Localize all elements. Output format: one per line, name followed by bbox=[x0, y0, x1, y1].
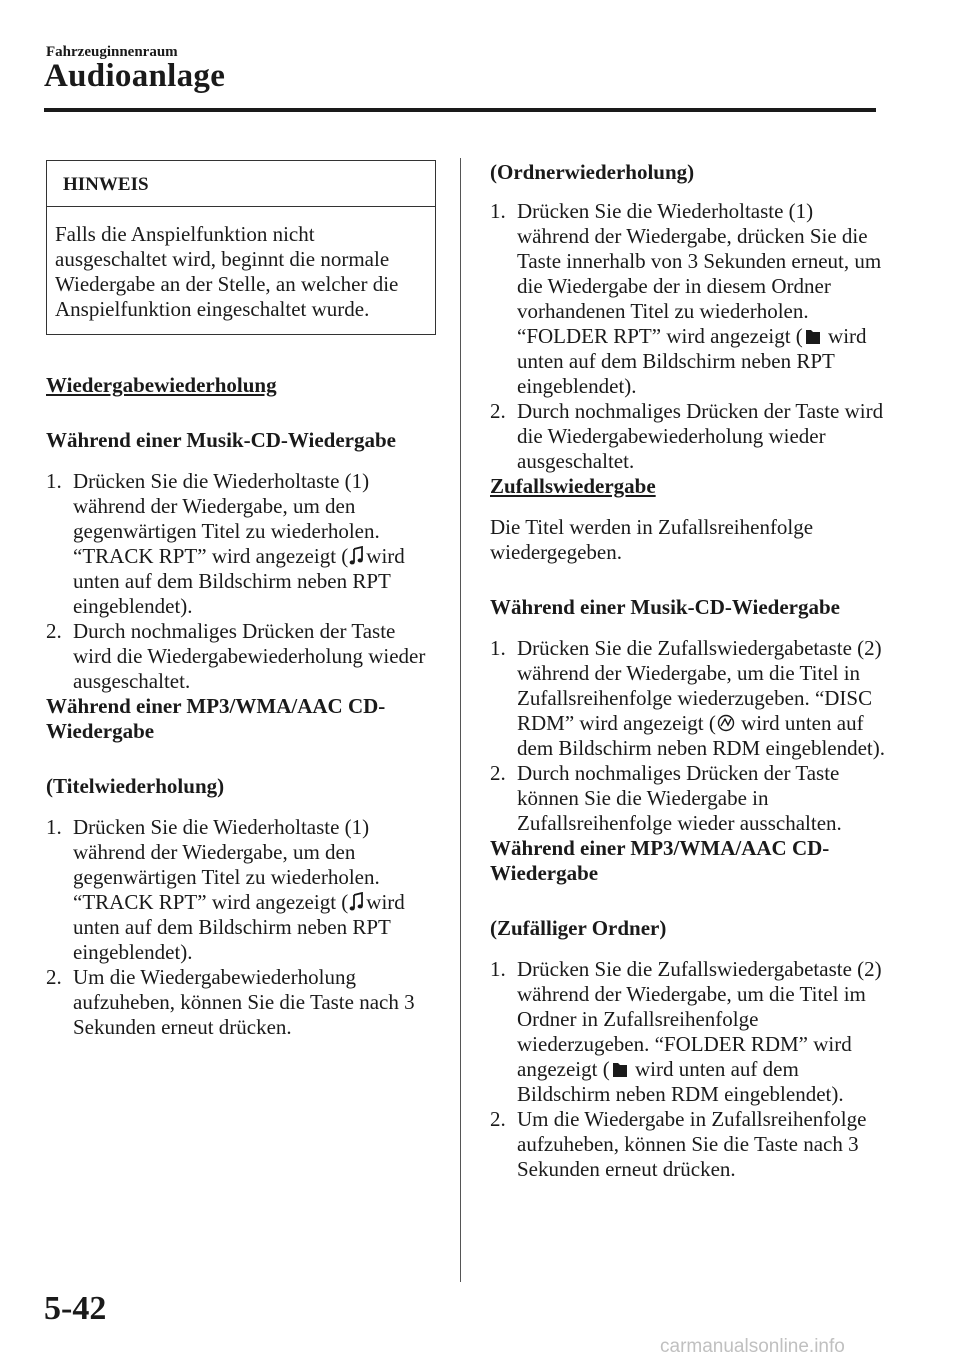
list-item bbox=[490, 1107, 885, 1182]
list-item bbox=[490, 761, 885, 836]
left-column bbox=[46, 160, 436, 1040]
step-number: 2. bbox=[490, 399, 506, 423]
folder-random-heading: (Zufälliger Ordner) bbox=[490, 916, 667, 940]
music-note-icon bbox=[349, 892, 365, 912]
folder-repeat-heading: (Ordnerwiederholung) bbox=[490, 160, 695, 184]
step-number: 2. bbox=[490, 1107, 506, 1131]
step-text: Um die Wiedergabe in Zufallsreihenfolge aufzuheben, können Sie die Taste nach 3 Sekunden erneut drücken. bbox=[517, 1107, 867, 1181]
step-text: wird unten auf dem Bildschirm neben RDM eingeblendet). bbox=[517, 711, 886, 760]
list-item bbox=[46, 965, 436, 1040]
folder-random-steps bbox=[490, 957, 885, 1182]
step-text: wird unten auf dem Bildschirm neben RPT eingeblendet). bbox=[73, 544, 405, 618]
disc-random-icon bbox=[717, 713, 735, 733]
section-label: Fahrzeuginnenraum bbox=[46, 44, 178, 60]
random-mp3-heading: Während einer MP3/WMA/AAC CD-Wiedergabe bbox=[490, 836, 830, 885]
step-number: 1. bbox=[46, 469, 62, 493]
step-text: Durch nochmaliges Drücken der Taste wird die Wiedergabewiederholung wieder ausgeschaltet. bbox=[517, 399, 884, 473]
repeat-music-cd-heading: Während einer Musik-CD-Wiedergabe bbox=[46, 428, 396, 452]
step-number: 1. bbox=[46, 815, 62, 839]
random-intro: Die Titel werden in Zufallsreihenfolge wiedergegeben. bbox=[490, 515, 814, 564]
step-text: Um die Wiedergabewiederholung aufzuheben, können Sie die Taste nach 3 Sekunden erneut drücken. bbox=[73, 965, 415, 1039]
step-text: Drücken Sie die Wiederholtaste (1) während der Wiedergabe, drücken Sie die Taste innerhalb von 3 Sekunden erneut, um die Wiedergabe der in diesem Ordner vorhandenen Titel zu wiederholen. “FOLDER RPT” wird angezeigt ( bbox=[517, 199, 882, 348]
step-number: 2. bbox=[46, 965, 62, 989]
step-text: Durch nochmaliges Drücken der Taste wird die Wiedergabewiederholung wieder ausgeschaltet. bbox=[73, 619, 426, 693]
random-music-cd-heading: Während einer Musik-CD-Wiedergabe bbox=[490, 595, 840, 619]
note-heading: HINWEIS bbox=[47, 161, 435, 207]
repeat-music-cd-steps bbox=[46, 469, 436, 694]
repeat-heading: Wiedergabewiederholung bbox=[46, 373, 277, 397]
page-number: 5-42 bbox=[44, 1290, 107, 1327]
header-rule bbox=[44, 108, 876, 112]
page-title: Audioanlage bbox=[44, 58, 226, 94]
step-number: 2. bbox=[46, 619, 62, 643]
step-text: Drücken Sie die Zufallswiedergabetaste (2) während der Wiedergabe, um die Titel in Zufallsreihenfolge wiederzugeben. “DISC RDM” wird angezeigt ( bbox=[517, 636, 882, 735]
step-number: 1. bbox=[490, 636, 506, 660]
list-item bbox=[490, 636, 885, 761]
step-number: 1. bbox=[490, 199, 506, 223]
step-text: Drücken Sie die Wiederholtaste (1) während der Wiedergabe, um den gegenwärtigen Titel zu wiederholen. “TRACK RPT” wird angezeigt ( bbox=[73, 469, 380, 568]
note-box bbox=[46, 160, 436, 335]
right-column bbox=[490, 160, 885, 1182]
random-music-cd-steps bbox=[490, 636, 885, 836]
title-repeat-heading: (Titelwiederholung) bbox=[46, 774, 225, 798]
title-repeat-steps bbox=[46, 815, 436, 1040]
list-item bbox=[490, 399, 885, 474]
music-note-icon bbox=[349, 546, 365, 566]
step-text: wird unten auf dem Bildschirm neben RDM eingeblendet). bbox=[517, 1057, 844, 1106]
step-text: Durch nochmaliges Drücken der Taste können Sie die Wiedergabe in Zufallsreihenfolge wieder ausschalten. bbox=[517, 761, 842, 835]
note-text: Falls die Anspielfunktion nicht ausgeschaltet wird, beginnt die normale Wiedergabe an der Stelle, an welcher die Anspielfunktion eingeschaltet wurde. bbox=[55, 222, 399, 321]
watermark: carmanualsonline.info bbox=[660, 1336, 845, 1357]
repeat-mp3-heading: Während einer MP3/WMA/AAC CD-Wiedergabe bbox=[46, 694, 386, 743]
step-text: wird unten auf dem Bildschirm neben RPT eingeblendet). bbox=[517, 324, 867, 398]
step-text: Drücken Sie die Wiederholtaste (1) während der Wiedergabe, um den gegenwärtigen Titel zu wiederholen. “TRACK RPT” wird angezeigt ( bbox=[73, 815, 380, 914]
folder-icon bbox=[611, 1059, 629, 1079]
list-item bbox=[46, 619, 436, 694]
folder-repeat-steps bbox=[490, 199, 885, 474]
step-number: 2. bbox=[490, 761, 506, 785]
list-item bbox=[46, 815, 436, 965]
random-heading: Zufallswiedergabe bbox=[490, 474, 656, 498]
list-item bbox=[490, 957, 885, 1107]
folder-icon bbox=[804, 326, 822, 346]
step-number: 1. bbox=[490, 957, 506, 981]
step-text: Drücken Sie die Zufallswiedergabetaste (2) während der Wiedergabe, um die Titel im Ordner in Zufallsreihenfolge wiederzugeben. “FOLDER RDM” wird angezeigt ( bbox=[517, 957, 882, 1081]
list-item bbox=[490, 199, 885, 399]
list-item bbox=[46, 469, 436, 619]
step-text: wird unten auf dem Bildschirm neben RPT eingeblendet). bbox=[73, 890, 405, 964]
column-divider bbox=[460, 158, 461, 1282]
